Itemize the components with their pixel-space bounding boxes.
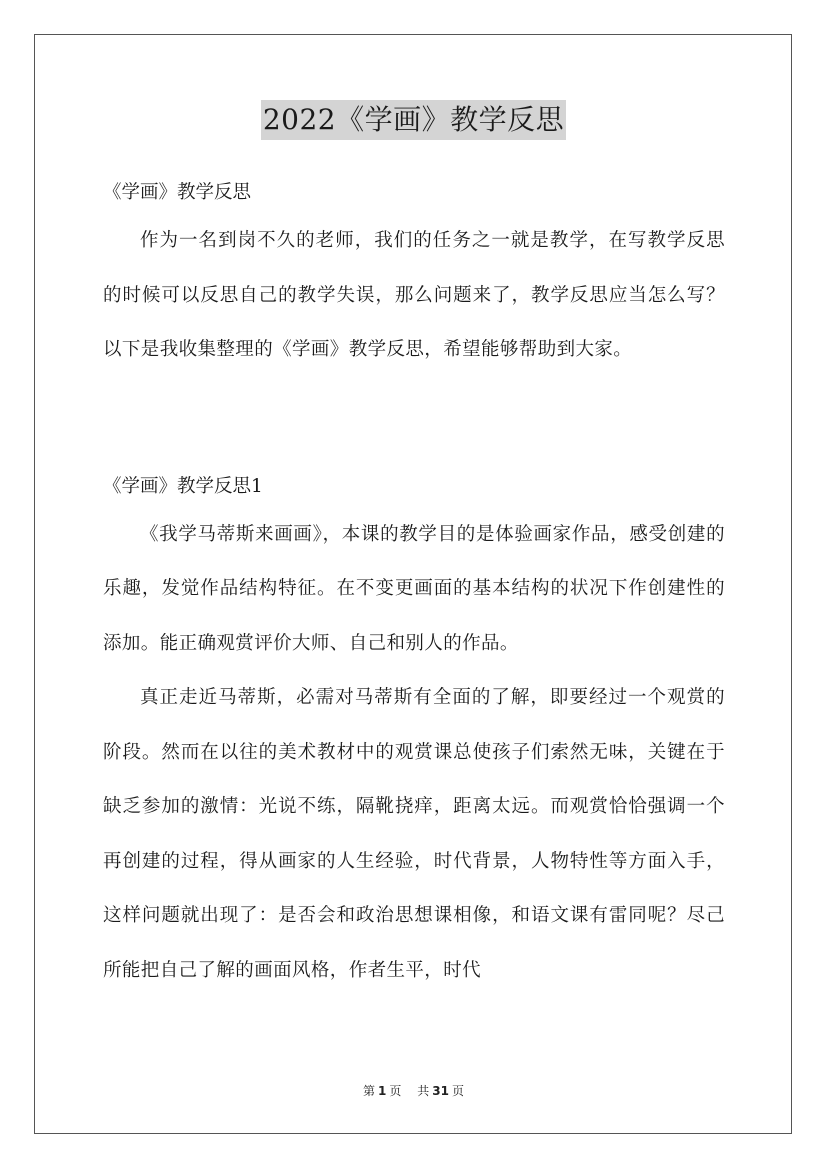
page-number: 1 xyxy=(378,1084,387,1098)
total-pages: 31 xyxy=(432,1084,449,1098)
intro-paragraph: 作为一名到岗不久的老师，我们的任务之一就是教学，在写教学反思的时候可以反思自己的教学失误，那么问题来了，教学反思应当怎么写？以下是我收集整理的《学画》教学反思，希望能够帮助到大家。 xyxy=(103,230,725,360)
page-prefix: 第 xyxy=(363,1084,376,1098)
title-container xyxy=(0,100,827,140)
total-suffix: 页 xyxy=(451,1084,464,1098)
document-title: 2022《学画》教学反思 xyxy=(261,100,566,140)
page-footer xyxy=(0,1082,827,1099)
total-pages-indicator xyxy=(414,1084,467,1098)
page-suffix: 页 xyxy=(389,1084,402,1098)
section1-paragraph-1: 《我学马蒂斯来画画》，本课的教学目的是体验画家作品，感受创建的乐趣，发觉作品结构特征。在不变更画面的基本结构的状况下作创建性的添加。能正确观赏评价大师、自己和别人的作品。 xyxy=(103,523,725,654)
page-indicator xyxy=(360,1084,404,1098)
section1-paragraph-2: 真正走近马蒂斯，必需对马蒂斯有全面的了解，即要经过一个观赏的阶段。然而在以往的美术教材中的观赏课总使孩子们索然无味，关键在于缺乏参加的激情：光说不练，隔靴挠痒，距离太远。而观赏恰恰强调一个再创建的过程，得从画家的人生经验，时代背景，人物特性等方面入手，这样问题就出现了：是否会和政治思想课相像，和语文课有雷同呢？尽己所能把自己了解的画面风格，作者生平，时代 xyxy=(103,687,725,981)
total-prefix: 共 xyxy=(417,1084,430,1098)
section-spacer xyxy=(103,378,725,466)
document-body xyxy=(103,172,725,998)
intro-heading: 《学画》教学反思 xyxy=(103,182,252,203)
section1-heading: 《学画》教学反思1 xyxy=(103,475,263,497)
